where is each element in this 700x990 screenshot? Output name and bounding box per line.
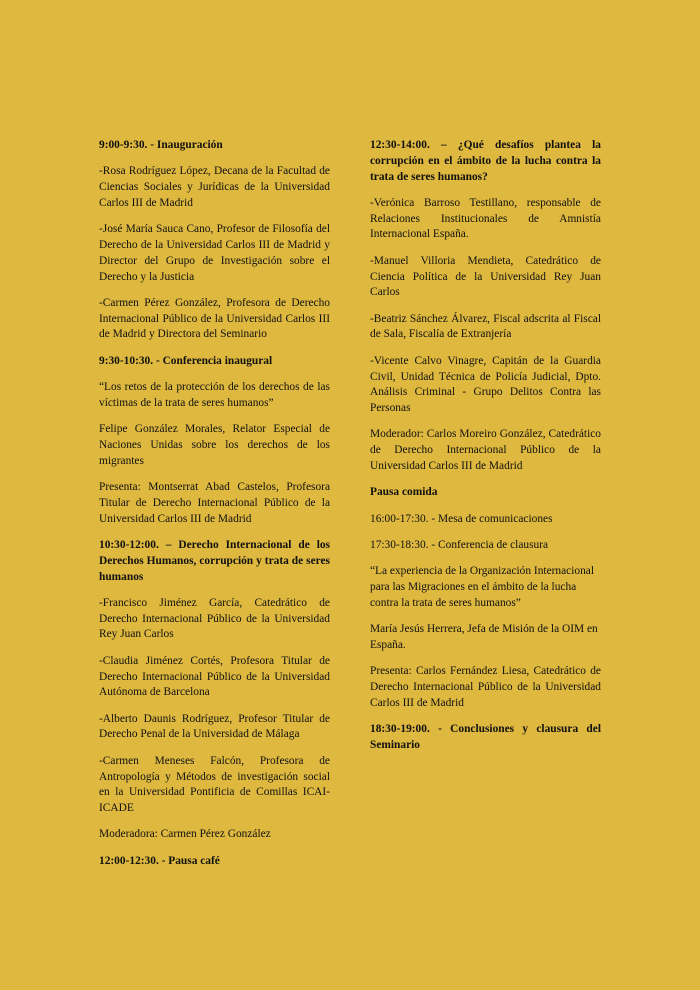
speaker-entry: Felipe González Morales, Relator Especial de Naciones Unidas sobre los derechos de los migrantes [99, 423, 330, 467]
right-column [370, 138, 601, 764]
session-heading: Pausa comida [370, 486, 438, 499]
speaker-entry: -Carmen Meneses Falcón, Profesora de Antropología y Métodos de investigación social en la Universidad Pontificia de Comillas ICAI-ICADE [99, 754, 330, 815]
speaker-entry: -José María Sauca Cano, Profesor de Filosofía del Derecho de la Universidad Carlos III de Madrid y Director del Grupo de Investigación sobre el Derecho y la Justicia [99, 223, 330, 283]
session-heading: 10:30-12:00. – Derecho Internacional de los Derechos Humanos, corrupción y trata de seres humanos [99, 538, 330, 583]
session-heading: 9:30-10:30. - Conferencia inaugural [99, 354, 273, 367]
lecture-title: “Los retos de la protección de los derechos de las víctimas de la trata de seres humanos” [99, 381, 330, 409]
session-heading: 18:30-19:00. - Conclusiones y clausura del Seminario [370, 723, 601, 751]
speaker-entry: -Claudia Jiménez Cortés, Profesora Titular de Derecho Internacional Público de la Universidad Autónoma de Barcelona [99, 654, 330, 699]
speaker-entry: -Francisco Jiménez García, Catedrático de Derecho Internacional Público de la Universidad Rey Juan Carlos [99, 596, 330, 641]
left-column [99, 138, 330, 880]
speaker-entry: -Manuel Villoria Mendieta, Catedrático de Ciencia Política de la Universidad Rey Juan Carlos [370, 254, 601, 299]
session-heading: 12:00-12:30. - Pausa café [99, 854, 220, 867]
speaker-entry: -Beatriz Sánchez Álvarez, Fiscal adscrita al Fiscal de Sala, Fiscalía de Extranjería [370, 312, 601, 341]
moderator-entry: Moderadora: Carmen Pérez González [99, 828, 271, 841]
speaker-entry: -Alberto Daunis Rodríguez, Profesor Titular de Derecho Penal de la Universidad de Málaga [99, 712, 330, 741]
presenter-entry: Presenta: Carlos Fernández Liesa, Catedrático de Derecho Internacional Público de la Universidad Carlos III de Madrid [370, 665, 601, 709]
speaker-entry: -Carmen Pérez González, Profesora de Derecho Internacional Público de la Universidad Carlos III de Madrid y Directora del Seminario [99, 296, 330, 341]
speaker-entry: María Jesús Herrera, Jefa de Misión de la OIM en España. [370, 623, 598, 651]
speaker-entry: -Verónica Barroso Testillano, responsable de Relaciones Institucionales de Amnistía Internacional España. [370, 196, 601, 241]
moderator-entry: Moderador: Carlos Moreiro González, Catedrático de Derecho Internacional Público de la Universidad Carlos III de Madrid [370, 428, 601, 473]
session-heading: 9:00-9:30. - Inauguración [99, 139, 223, 151]
schedule-entry: 16:00-17:30. - Mesa de comunicaciones [370, 512, 553, 525]
lecture-title: “La experiencia de la Organización Internacional para las Migraciones en el ámbito de la lucha contra la trata de seres humanos” [370, 565, 594, 609]
speaker-entry: -Rosa Rodríguez López, Decana de la Facultad de Ciencias Sociales y Jurídicas de la Universidad Carlos III de Madrid [99, 165, 330, 209]
speaker-entry: -Vicente Calvo Vinagre, Capitán de la Guardia Civil, Unidad Técnica de Policía Judicial, Dpto. Análisis Criminal - Grupo Delitos Contra las Personas [370, 354, 601, 415]
session-heading: 12:30-14:00. – ¿Qué desafíos plantea la corrupción en el ámbito de la lucha contra la trata de seres humanos? [370, 139, 601, 183]
schedule-entry: 17:30-18:30. - Conferencia de clausura [370, 538, 549, 551]
presenter-entry: Presenta: Montserrat Abad Castelos, Profesora Titular de Derecho Internacional Público de la Universidad Carlos III de Madrid [99, 481, 330, 525]
